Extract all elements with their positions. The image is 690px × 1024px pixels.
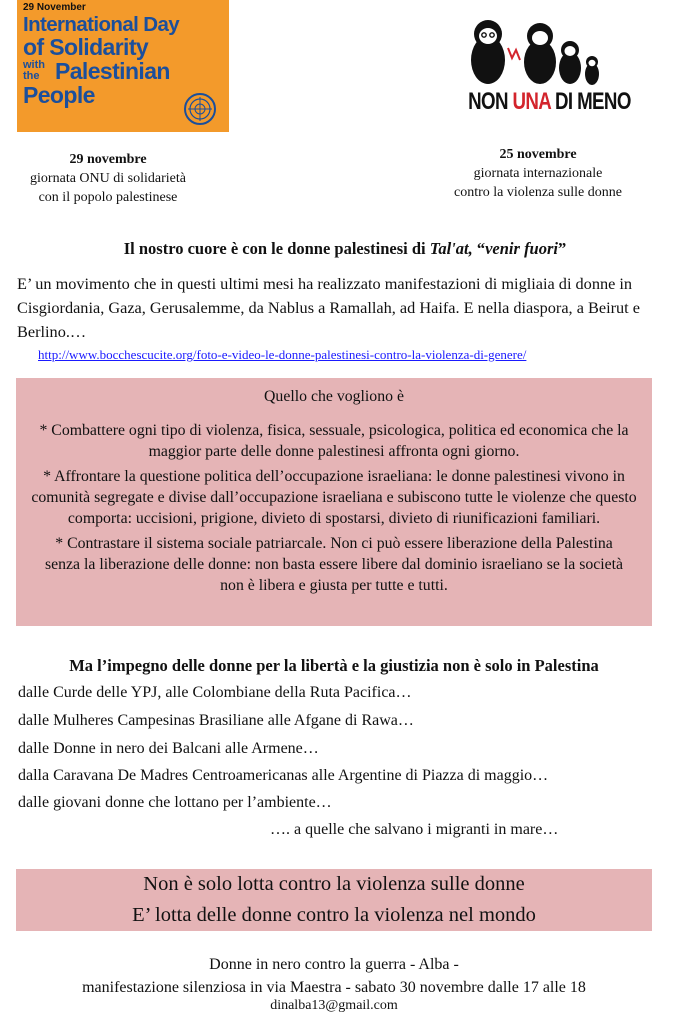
closing-line: …. a quelle che salvano i migranti in mare… bbox=[270, 821, 559, 838]
caption-right-line-2: contro la violenza sulle donne bbox=[454, 185, 622, 200]
caption-left-line-2: con il popolo palestinese bbox=[38, 190, 178, 205]
slogan-box bbox=[16, 869, 652, 931]
list-item: dalla Caravana De Madres Centroamericanas alle Argentine di Piazza di maggio… bbox=[18, 767, 549, 784]
caption-right-line-1: giornata internazionale bbox=[473, 166, 603, 181]
caption-left-line-1: giornata ONU di solidarietà bbox=[30, 171, 186, 186]
bocchescucite-link[interactable]: http://www.bocchescucite.org/foto-e-video-le-donne-palestinesi-contro-la-violenza-di-genere/ bbox=[38, 347, 527, 362]
nudm-part-1: NON bbox=[468, 88, 513, 115]
nudm-part-2: UNA bbox=[512, 88, 551, 115]
heading1-italic-2: venir fuori bbox=[485, 239, 558, 258]
caption-right-title: 25 novembre bbox=[499, 147, 577, 162]
nudm-wordmark bbox=[468, 88, 631, 115]
event-info bbox=[0, 953, 668, 999]
heading-palestinian-women bbox=[0, 239, 690, 259]
logo-small-text: with the bbox=[23, 59, 45, 82]
heading1-end: ” bbox=[558, 239, 567, 258]
caption-left bbox=[0, 150, 216, 207]
heading1-italic: Tal'at, bbox=[429, 239, 473, 258]
logo-line-3: Palestinian bbox=[55, 58, 170, 84]
un-emblem-icon bbox=[183, 92, 217, 126]
heading1-prefix: Il nostro cuore è con le donne palestinesi di bbox=[123, 239, 430, 258]
caption-left-title: 29 novembre bbox=[69, 152, 147, 167]
heading1-suffix: “ bbox=[472, 239, 486, 258]
list-item: dalle Curde delle YPJ, alle Colombiane della Ruta Pacifica… bbox=[18, 684, 412, 701]
demands-title: Quello che vogliono è bbox=[264, 388, 404, 405]
demand-2: * Affrontare la questione politica dell’occupazione israeliana: le donne palestinesi vivono in comunità segregate e divise dall’occupazione israeliana e subiscono tutte le violenze che questo comporta: uccisioni, prigione, divieto di spostarsi, divieto di riunificazioni familiari. bbox=[31, 468, 637, 527]
logo-line-2: of Solidarity bbox=[23, 34, 149, 60]
demand-3: * Contrastare il sistema sociale patriarcale. Non ci può essere liberazione della Palestina senza la liberazione delle donne: non basta essere libere dal dominio israeliano se la società non è libera e giusta per tutte e tutti. bbox=[44, 535, 624, 594]
nudm-part-3: DI MENO bbox=[550, 88, 631, 115]
logo-date: 29 November bbox=[23, 2, 86, 13]
event-organizer: Donne in nero contro la guerra - Alba - bbox=[209, 956, 459, 973]
intro-paragraph: E’ un movimento che in questi ultimi mesi ha realizzato manifestazioni di migliaia di donne in Cisgiordania, Gaza, Gerusalemme, da Nablus a Ramallah, ad Haifa. E nella diaspora, a Beirut e Berlino.… bbox=[17, 274, 640, 341]
demands-box bbox=[16, 378, 652, 626]
non-una-di-meno-logo bbox=[450, 14, 631, 120]
heading-not-only-palestine: Ma l’impegno delle donne per la libertà e la giustizia non è solo in Palestina bbox=[69, 656, 599, 675]
contact-email: dinalba13@gmail.com bbox=[270, 998, 398, 1013]
logo-line-4: People bbox=[23, 82, 95, 108]
matryoshka-dolls-icon bbox=[460, 14, 605, 86]
caption-right bbox=[428, 145, 648, 202]
slogan-line-1: Non è solo lotta contro la violenza sulle donne bbox=[143, 873, 525, 895]
demand-1: * Combattere ogni tipo di violenza, fisica, sessuale, psicologica, politica ed economica che la maggior parte delle donne palestinesi affronta ogni giorno. bbox=[39, 422, 629, 460]
list-item: dalle giovani donne che lottano per l’ambiente… bbox=[18, 794, 332, 811]
event-details: manifestazione silenziosa in via Maestra - sabato 30 novembre dalle 17 alle 18 bbox=[82, 979, 586, 996]
list-item: dalle Mulheres Campesinas Brasiliane alle Afgane di Rawa… bbox=[18, 712, 414, 729]
slogan-line-2: E’ lotta delle donne contro la violenza nel mondo bbox=[132, 904, 536, 926]
logo-line-1: International Day bbox=[23, 13, 180, 36]
solidarity-day-logo bbox=[17, 0, 229, 132]
list-item: dalle Donne in nero dei Balcani alle Armene… bbox=[18, 740, 319, 757]
